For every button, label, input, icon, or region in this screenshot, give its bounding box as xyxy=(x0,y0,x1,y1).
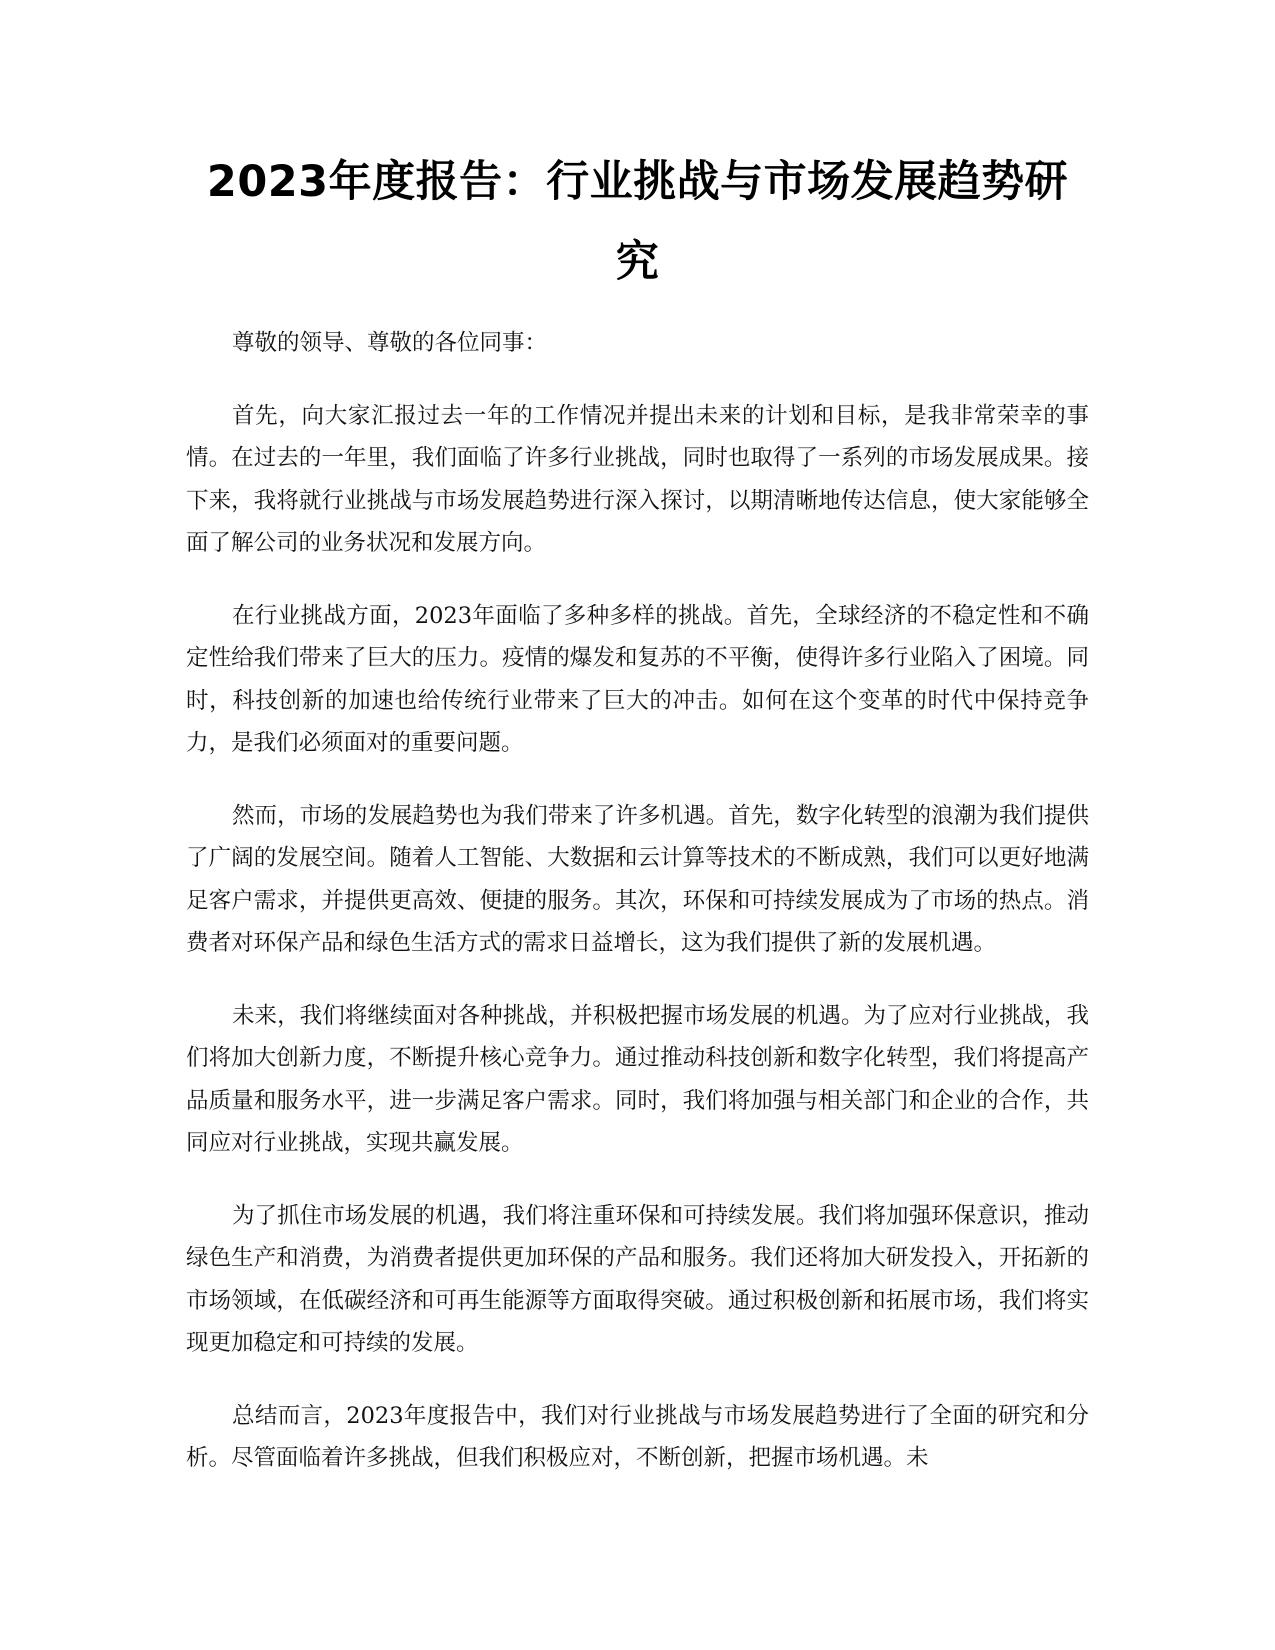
paragraph-5: 为了抓住市场发展的机遇，我们将注重环保和可持续发展。我们将加强环保意识，推动绿色生产和消费，为消费者提供更加环保的产品和服务。我们还将加大研发投入，开拓新的市场领域，在低碳经济和可再生能源等方面取得突破。通过积极创新和拓展市场，我们将实现更加稳定和可持续的发展。 xyxy=(186,1202,1089,1356)
salutation: 尊敬的领导、尊敬的各位同事： xyxy=(232,330,548,356)
paragraph-1: 首先，向大家汇报过去一年的工作情况并提出未来的计划和目标，是我非常荣幸的事情。在过去的一年里，我们面临了许多行业挑战，同时也取得了一系列的市场发展成果。接下来，我将就行业挑战与市场发展趋势进行深入探讨，以期清晰地传达信息，使大家能够全面了解公司的业务状况和发展方向。 xyxy=(186,402,1089,556)
paragraph-4: 未来，我们将继续面对各种挑战，并积极把握市场发展的机遇。为了应对行业挑战，我们将加大创新力度，不断提升核心竞争力。通过推动科技创新和数字化转型，我们将提高产品质量和服务水平，进一步满足客户需求。同时，我们将加强与相关部门和企业的合作，共同应对行业挑战，实现共赢发展。 xyxy=(186,1002,1089,1156)
paragraph-3: 然而，市场的发展趋势也为我们带来了许多机遇。首先，数字化转型的浪潮为我们提供了广阔的发展空间。随着人工智能、大数据和云计算等技术的不断成熟，我们可以更好地满足客户需求，并提供更高效、便捷的服务。其次，环保和可持续发展成为了市场的热点。消费者对环保产品和绿色生活方式的需求日益增长，这为我们提供了新的发展机遇。 xyxy=(186,802,1089,956)
document-body xyxy=(186,322,1089,1510)
document-title: 2023年度报告：行业挑战与市场发展趋势研究 xyxy=(206,157,1069,287)
paragraph-2: 在行业挑战方面，2023年面临了多种多样的挑战。首先，全球经济的不稳定性和不确定性给我们带来了巨大的压力。疫情的爆发和复苏的不平衡，使得许多行业陷入了困境。同时，科技创新的加速也给传统行业带来了巨大的冲击。如何在这个变革的时代中保持竞争力，是我们必须面对的重要问题。 xyxy=(186,602,1089,756)
paragraph-6: 总结而言，2023年度报告中，我们对行业挑战与市场发展趋势进行了全面的研究和分析。尽管面临着许多挑战，但我们积极应对，不断创新，把握市场机遇。未 xyxy=(186,1402,1089,1471)
